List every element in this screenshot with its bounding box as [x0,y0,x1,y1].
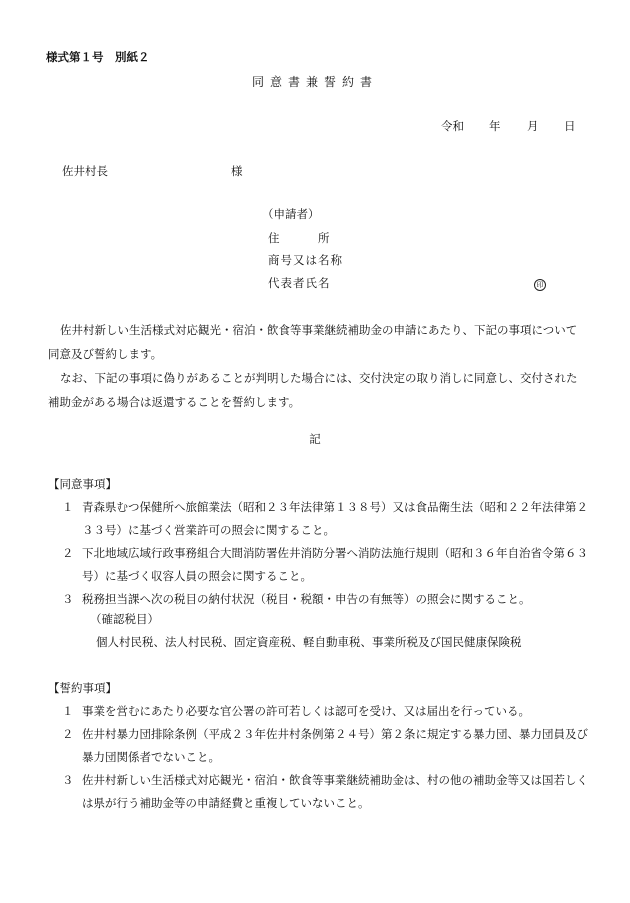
addressee-name: 佐井村長 [62,164,108,178]
date-month: 月 [527,119,539,133]
ki-label: 記 [309,432,321,446]
pledge-item-text: 事業を営むにあたり必要な官公署の許可若しくは認可を受け、又は届出を行っている。 [82,704,531,718]
consent-item-number: ３ [62,592,74,606]
representative-label: 代表者氏名 [268,276,331,290]
consent-item [62,588,592,611]
form-number: 様式第１号 別紙２ [46,50,150,64]
consent-item [62,496,592,542]
date-year: 年 [489,119,501,133]
trade-name-label: 商号又は名称 [268,253,343,267]
seal-mark [534,277,546,291]
pledge-item-text: 佐井村新しい生活様式対応観光・宿泊・飲食等事業継続補助金は、村の他の補助金等又は国若しくは県が行う補助金等の申請経費と重複していないこと。 [82,773,588,810]
tax-list: 個人村民税、法人村民税、固定資産税、軽自動車税、事業所税及び国民健康保険税 [96,635,522,649]
body-paragraph-1: 佐井村新しい生活様式対応観光・宿泊・飲食等事業継続補助金の申請にあたり、下記の事項について同意及び誓約します。 [48,323,578,361]
pledge-item [62,723,592,769]
date-day: 日 [564,119,576,133]
date-era: 令和 [441,119,464,133]
addressee-honorific: 様 [231,164,243,178]
consent-item [62,542,592,588]
tax-heading: （確認税目） [90,612,159,626]
consent-item-number: １ [62,500,74,514]
pledge-item-number: ２ [62,727,74,741]
pledge-item-number: ３ [62,773,74,787]
consent-item-text: 下北地域広域行政事務組合大間消防署佐井消防分署へ消防法施行規則（昭和３６年自治省令第６３号）に基づく収容人員の照会に関すること。 [82,546,588,583]
consent-heading: 【同意事項】 [48,477,117,491]
pledge-heading: 【誓約事項】 [48,681,117,695]
consent-item-text: 青森県むつ保健所へ旅館業法（昭和２３年法律第１３８号）又は食品衛生法（昭和２２年法律第２３３号）に基づく営業許可の照会に関すること。 [82,500,588,537]
document-title: 同意書兼誓約書 [251,75,378,89]
applicant-heading: （申請者） [262,207,320,221]
pledge-item [62,700,592,723]
address-label: 住 所 [268,231,331,245]
seal-text: 印 [534,279,546,291]
pledge-item [62,769,592,815]
body-text [48,318,588,414]
pledge-item-number: １ [62,704,74,718]
consent-item-number: ２ [62,546,74,560]
body-paragraph-2: なお、下記の事項に偽りがあることが判明した場合には、交付決定の取り消しに同意し、交付された補助金がある場合は返還することを誓約します。 [48,371,578,409]
pledge-item-text: 佐井村暴力団排除条例（平成２３年佐井村条例第２４号）第２条に規定する暴力団、暴力団員及び暴力団関係者でないこと。 [82,727,588,764]
consent-item-text: 税務担当課へ次の税目の納付状況（税目・税額・申告の有無等）の照会に関すること。 [82,592,531,606]
